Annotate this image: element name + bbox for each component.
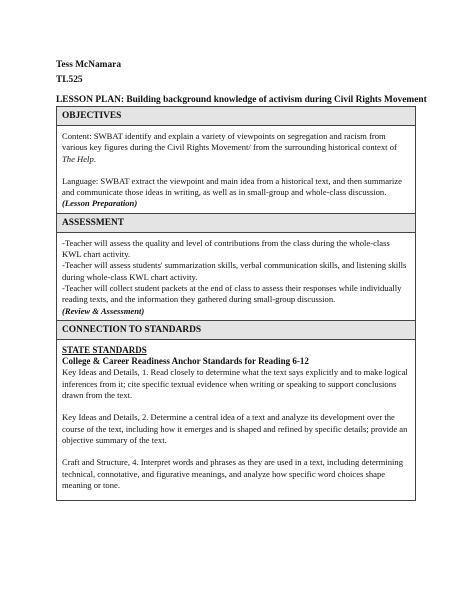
content-objective-text: Content: SWBAT identify and explain a variety of viewpoints on segregation and racism from various key figures during the Civil Rights Movement/ from the surrounding historical context of xyxy=(62,131,397,153)
standards-heading: CONNECTION TO STANDARDS xyxy=(57,321,415,340)
course-code: TL525 xyxy=(56,75,83,85)
state-standards-label: STATE STANDARDS xyxy=(62,344,147,355)
standard-paragraph-1: Key Ideas and Details, 1. Read closely to determine what the text says explicitly and to make logical inferences from it; cite specific textual evidence when writing or speaking to support conclusions drawn from the text. xyxy=(62,367,408,401)
book-title: The Help xyxy=(62,153,94,164)
content-objective-end: . xyxy=(93,153,96,164)
standard-paragraph-2: Key Ideas and Details, 2. Determine a central idea of a text and analyze its development over the course of the text, including how it emerges and is shaped and refined by specific details; provide an objective summary of the text. xyxy=(62,412,408,445)
anchor-standards-label: College & Career Readiness Anchor Standards for Reading 6-12 xyxy=(62,356,309,367)
assessment-line-3: -Teacher will collect student packets at the end of class to assess their responses while individually reading texts, and the information they gathered during small-group discussion. xyxy=(62,282,402,305)
assessment-heading: ASSESSMENT xyxy=(57,214,415,233)
objectives-cell xyxy=(57,126,415,214)
content-objective xyxy=(62,131,410,165)
assessment-cell xyxy=(57,233,415,321)
standards-cell xyxy=(57,340,415,500)
lesson-plan-table xyxy=(56,106,416,501)
assessment-note: (Review & Assessment) xyxy=(62,305,145,316)
standard-paragraph-3: Craft and Structure, 4. Interpret words and phrases as they are used in a text, including determining technical, connotative, and figurative meanings, and analyze how specific word choices shape meaning or tone. xyxy=(62,457,404,490)
author-name: Tess McNamara xyxy=(56,60,122,70)
language-objective: Language: SWBAT extract the viewpoint and main idea from a historical text, and then summarize and communicate those ideas in writing, as well as in small-group and whole-class discussion. xyxy=(62,175,402,198)
assessment-line-2: -Teacher will assess students' summarization skills, verbal communication skills, and listening skills during whole-class KWL chart activity. xyxy=(62,260,407,282)
lesson-plan-title: LESSON PLAN: Building background knowledge of activism during Civil Rights Movement xyxy=(56,95,427,105)
assessment-line-1: -Teacher will assess the quality and level of contributions from the class during the whole-class KWL chart activity. xyxy=(62,237,390,260)
objectives-note: (Lesson Preparation) xyxy=(62,198,138,209)
objectives-heading: OBJECTIVES xyxy=(57,107,415,126)
